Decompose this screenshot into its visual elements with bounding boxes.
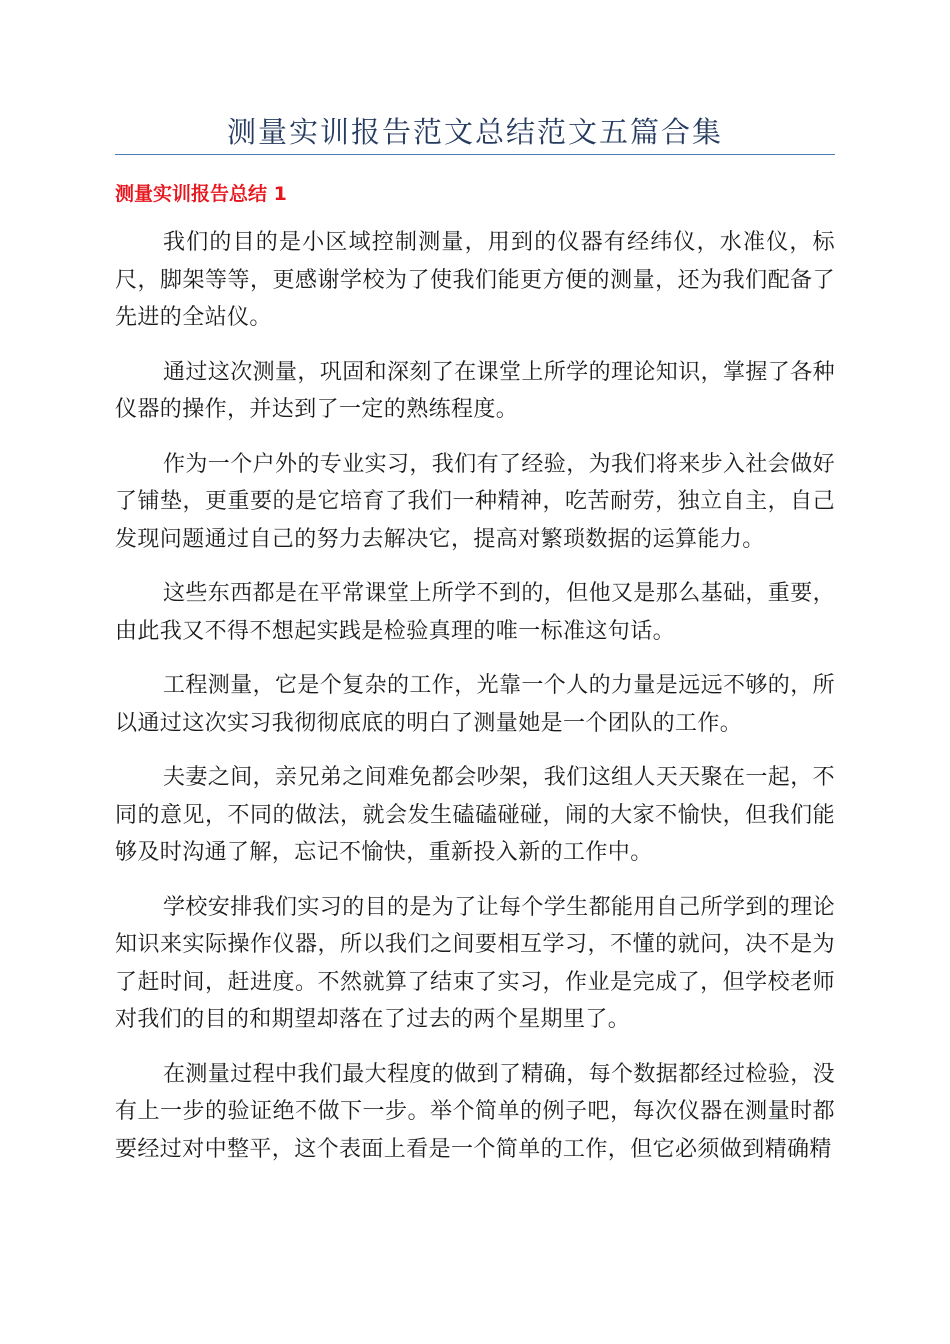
title-underline	[115, 154, 835, 155]
section-heading: 测量实训报告总结 1	[115, 183, 287, 205]
paragraph: 这些东西都是在平常课堂上所学不到的，但他又是那么基础，重要，由此我又不得不想起实践是检验真理的唯一标准这句话。	[115, 581, 836, 644]
document-body	[115, 224, 835, 1185]
paragraph: 夫妻之间，亲兄弟之间难免都会吵架，我们这组人天天聚在一起，不同的意见，不同的做法，就会发生磕磕碰碰，闹的大家不愉快，但我们能够及时沟通了解，忘记不愉快，重新投入新的工作中。	[115, 765, 836, 865]
paragraph: 学校安排我们实习的目的是为了让每个学生都能用自己所学到的理论知识来实际操作仪器，所以我们之间要相互学习，不懂的就问，决不是为了赶时间，赶进度。不然就算了结束了实习，作业是完成了，但学校老师对我们的目的和期望却落在了过去的两个星期里了。	[115, 894, 836, 1032]
paragraph: 工程测量，它是个复杂的工作，光靠一个人的力量是远远不够的，所以通过这次实习我彻彻底底的明白了测量她是一个团队的工作。	[115, 673, 836, 736]
paragraph: 通过这次测量，巩固和深刻了在课堂上所学的理论知识，掌握了各种仪器的操作，并达到了一定的熟练程度。	[115, 359, 836, 422]
paragraph: 作为一个户外的专业实习，我们有了经验，为我们将来步入社会做好了铺垫，更重要的是它培育了我们一种精神，吃苦耐劳，独立自主，自己发现问题通过自己的努力去解决它，提高对繁琐数据的运算能力。	[115, 451, 836, 552]
paragraph: 在测量过程中我们最大程度的做到了精确，每个数据都经过检验，没有上一步的验证绝不做下一步。举个简单的例子吧，每次仪器在测量时都要经过对中整平，这个表面上看是一个简单的工作，但它必须做到精确精	[115, 1061, 836, 1162]
paragraph: 我们的目的是小区域控制测量，用到的仪器有经纬仪，水准仪，标尺，脚架等等，更感谢学校为了使我们能更方便的测量，还为我们配备了先进的全站仪。	[115, 230, 835, 330]
document-title: 测量实训报告范文总结范文五篇合集	[226, 115, 723, 149]
